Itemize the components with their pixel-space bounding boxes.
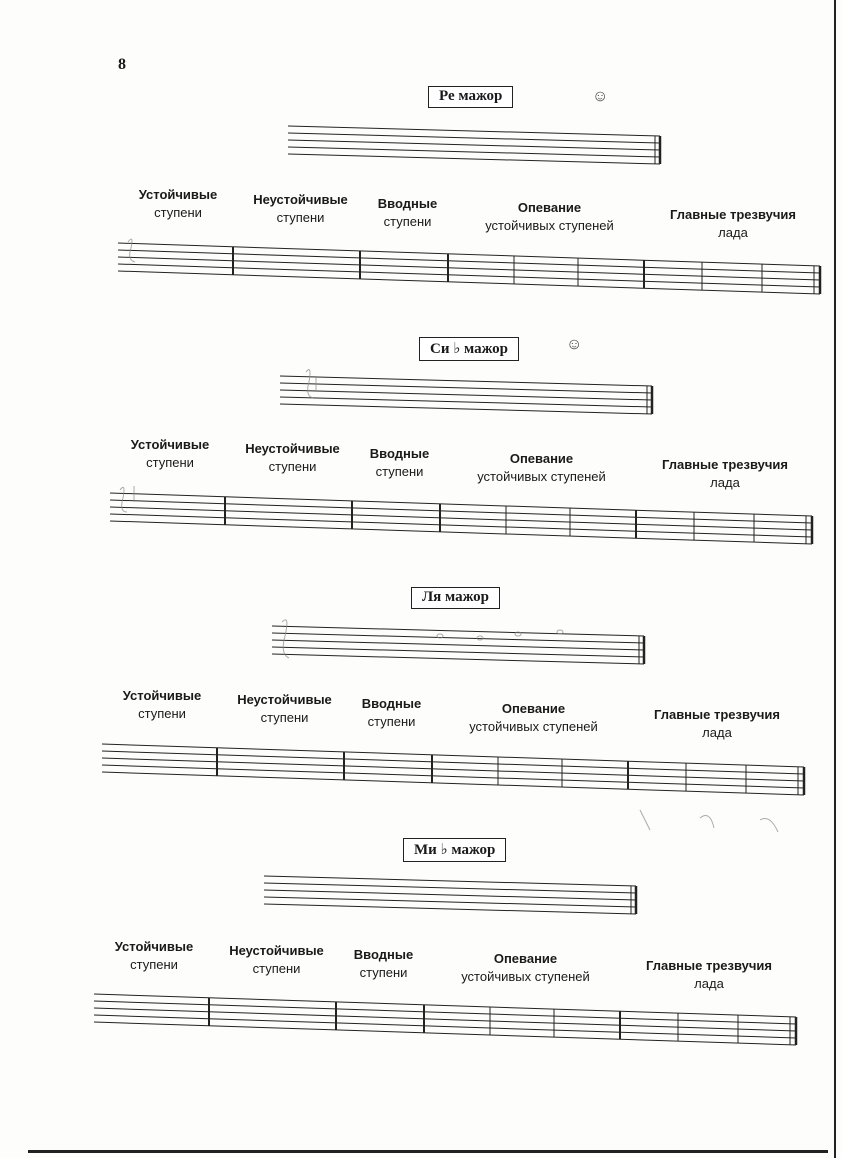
smiley-doodle-icon: ☺: [592, 88, 609, 105]
scale-staff: [272, 626, 644, 664]
column-subheading: устойчивых ступеней: [469, 719, 598, 734]
column-subheading: устойчивых ступеней: [485, 218, 614, 233]
column-subheading: ступени: [260, 710, 309, 725]
column-subheading: ступени: [154, 205, 202, 220]
column-heading: Опевание: [517, 200, 582, 215]
pencil-sketch-mark: [640, 810, 778, 832]
column-heading: Неустойчивые: [229, 943, 324, 958]
section-title: Ля мажор: [411, 587, 500, 609]
column-heading: Вводные: [377, 196, 438, 211]
pencil-note-mark: [477, 636, 483, 640]
section-title: Ми ♭ мажор: [403, 838, 506, 862]
column-subheading: лада: [694, 976, 724, 991]
scale-staff: [288, 126, 660, 164]
column-subheading: ступени: [383, 214, 432, 229]
column-subheading: ступени: [130, 957, 178, 972]
exercise-staff: [94, 994, 796, 1045]
column-heading: Главные трезвучия: [653, 707, 781, 722]
column-subheading: лада: [718, 225, 748, 240]
column-heading: Неустойчивые: [253, 192, 348, 207]
column-heading: Устойчивые: [122, 688, 202, 703]
column-heading: Устойчивые: [138, 187, 218, 202]
column-subheading: устойчивых ступеней: [461, 969, 590, 984]
column-subheading: лада: [702, 725, 732, 740]
column-heading: Главные трезвучия: [669, 207, 797, 222]
column-heading: Опевание: [501, 701, 566, 716]
column-heading: Неустойчивые: [237, 692, 332, 707]
column-heading: Главные трезвучия: [661, 457, 789, 472]
column-subheading: ступени: [367, 714, 416, 729]
column-heading: Вводные: [353, 947, 414, 962]
column-heading: Главные трезвучия: [645, 958, 773, 973]
exercise-staff: [102, 744, 804, 795]
column-subheading: устойчивых ступеней: [477, 469, 606, 484]
column-heading: Опевание: [509, 451, 574, 466]
column-heading: Устойчивые: [130, 437, 210, 452]
scale-staff: [264, 876, 636, 914]
column-heading: Вводные: [369, 446, 430, 461]
scale-staff: [280, 376, 652, 414]
exercise-staff: [118, 243, 820, 294]
column-heading: Опевание: [493, 951, 558, 966]
column-subheading: ступени: [252, 961, 301, 976]
column-subheading: лада: [710, 475, 740, 490]
smiley-doodle-icon: ☺: [566, 336, 583, 353]
column-subheading: ступени: [138, 706, 186, 721]
column-heading: Неустойчивые: [245, 441, 340, 456]
page-number: 8: [118, 56, 126, 73]
section-title: Ре мажор: [428, 86, 513, 108]
pencil-clef-mark: [282, 620, 289, 658]
exercise-staff: [110, 493, 812, 544]
column-heading: Вводные: [361, 696, 422, 711]
section-title: Си ♭ мажор: [419, 337, 519, 361]
column-subheading: ступени: [375, 464, 424, 479]
column-subheading: ступени: [276, 210, 325, 225]
column-subheading: ступени: [146, 455, 194, 470]
column-subheading: ступени: [359, 965, 408, 980]
column-heading: Устойчивые: [114, 939, 194, 954]
column-subheading: ступени: [268, 459, 317, 474]
